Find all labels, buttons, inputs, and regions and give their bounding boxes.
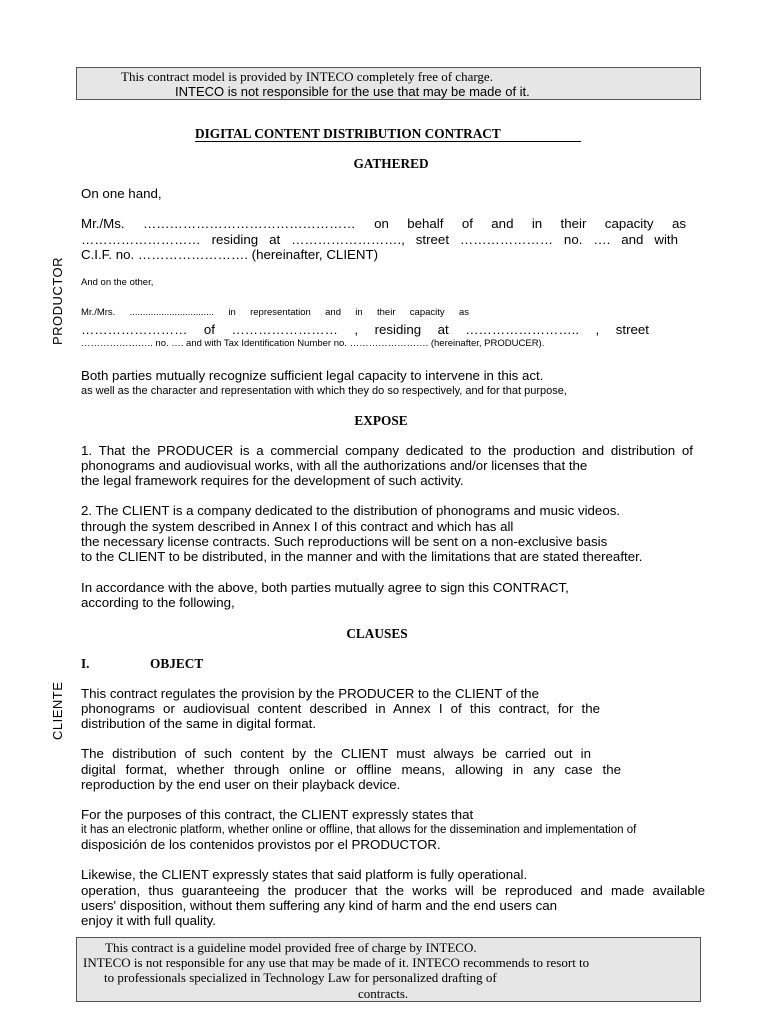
client-line-1: Mr./Ms. ………………………………………… on behalf of and in their capacity as [81, 216, 686, 231]
clause-p1-line2: phonograms or audiovisual content described in Annex I of this contract, for the [81, 701, 600, 716]
side-label-productor: PRODUCTOR [50, 256, 65, 345]
clause-p2-line3: reproduction by the end user on their playback device. [81, 777, 401, 792]
client-line-2: ……………………… residing at ……………………., street ………………… no. …. and with [81, 232, 678, 247]
capacity-line-1: Both parties mutually recognize sufficient legal capacity to intervene in this act. [81, 368, 544, 383]
producer-line-3: ………………….. no. …. and with Tax Identification Number no. ……………………. (hereinafter, PRODUCER). [81, 338, 545, 349]
gathered-heading: GATHERED [353, 156, 429, 171]
bottom-notice-line2: INTECO is not responsible for any use that may be made of it. INTECO recommends to resort to [83, 955, 590, 970]
expose-p2-line4: to the CLIENT to be distributed, in the manner and with the limitations that are stated thereafter. [81, 549, 643, 564]
expose-p2-line2: through the system described in Annex I of this contract and which has all [81, 519, 514, 534]
clause-p3-line3: disposición de los contenidos provistos por el PRODUCTOR. [81, 837, 441, 852]
expose-p1-line2: phonograms and audiovisual works, with all the authorizations and/or licenses that the [81, 458, 588, 473]
clause-title: OBJECT [150, 656, 204, 671]
side-label-cliente: CLIENTE [50, 681, 65, 740]
capacity-line-2: as well as the character and representation with which they do so respectively, and for that purpose, [81, 385, 567, 397]
top-notice [76, 67, 701, 100]
expose-p2-line3: the necessary license contracts. Such reproductions will be sent on a non-exclusive basis [81, 534, 608, 549]
expose-p1-line1: 1. That the PRODUCER is a commercial company dedicated to the production and distribution of [81, 443, 693, 458]
clause-p3-line1: For the purposes of this contract, the CLIENT expressly states that [81, 807, 474, 822]
expose-p1-line3: the legal framework requires for the development of such activity. [81, 473, 464, 488]
clause-p2-line1: The distribution of such content by the CLIENT must always be carried out in [81, 746, 591, 761]
on-one-hand: On one hand, [81, 186, 162, 201]
clauses-heading: CLAUSES [346, 626, 408, 641]
bottom-notice-line4: contracts. [358, 986, 409, 1001]
clause-p1-line1: This contract regulates the provision by the PRODUCER to the CLIENT of the [81, 686, 539, 701]
bottom-notice-line3: to professionals specialized in Technology Law for personalized drafting of [104, 970, 497, 985]
expose-heading: EXPOSE [354, 413, 408, 428]
clause-p4-line4: enjoy it with full quality. [81, 913, 217, 928]
expose-p3-line2: according to the following, [81, 595, 235, 610]
producer-line-2: …………………… of …………………… , residing at …………………….. , street [81, 322, 649, 337]
clause-number: I. [81, 656, 90, 671]
client-line-3: C.I.F. no. ……………………. (hereinafter, CLIENT) [81, 247, 379, 262]
clause-p1-line3: distribution of the same in digital format. [81, 716, 317, 731]
top-notice-line1: This contract model is provided by INTECO completely free of charge. [121, 69, 493, 84]
clause-p2-line2: digital format, whether through online or offline means, allowing in any case the [81, 762, 621, 777]
clause-p4-line2: operation, thus guaranteeing the producer that the works will be reproduced and made available [81, 883, 705, 898]
and-on-the-other: And on the other, [81, 277, 154, 288]
page-title: DIGITAL CONTENT DISTRIBUTION CONTRACT [195, 126, 581, 142]
clause-p3-line2: it has an electronic platform, whether online or offline, that allows for the dissemination and implementation of [81, 824, 637, 836]
expose-p2-line1: 2. The CLIENT is a company dedicated to the distribution of phonograms and music videos. [81, 503, 621, 518]
bottom-notice-line1: This contract is a guideline model provided free of charge by INTECO. [105, 940, 477, 955]
clause-p4-line1: Likewise, the CLIENT expressly states that said platform is fully operational. [81, 867, 528, 882]
expose-p3-line1: In accordance with the above, both parties mutually agree to sign this CONTRACT, [81, 580, 569, 595]
top-notice-line2: INTECO is not responsible for the use that may be made of it. [175, 84, 530, 99]
clause-p4-line3: users' disposition, without them suffering any kind of harm and the end users can [81, 898, 558, 913]
bottom-notice [76, 937, 701, 1002]
producer-line-1: Mr./Mrs. ................................ in representation and in their capacity as [81, 307, 469, 318]
